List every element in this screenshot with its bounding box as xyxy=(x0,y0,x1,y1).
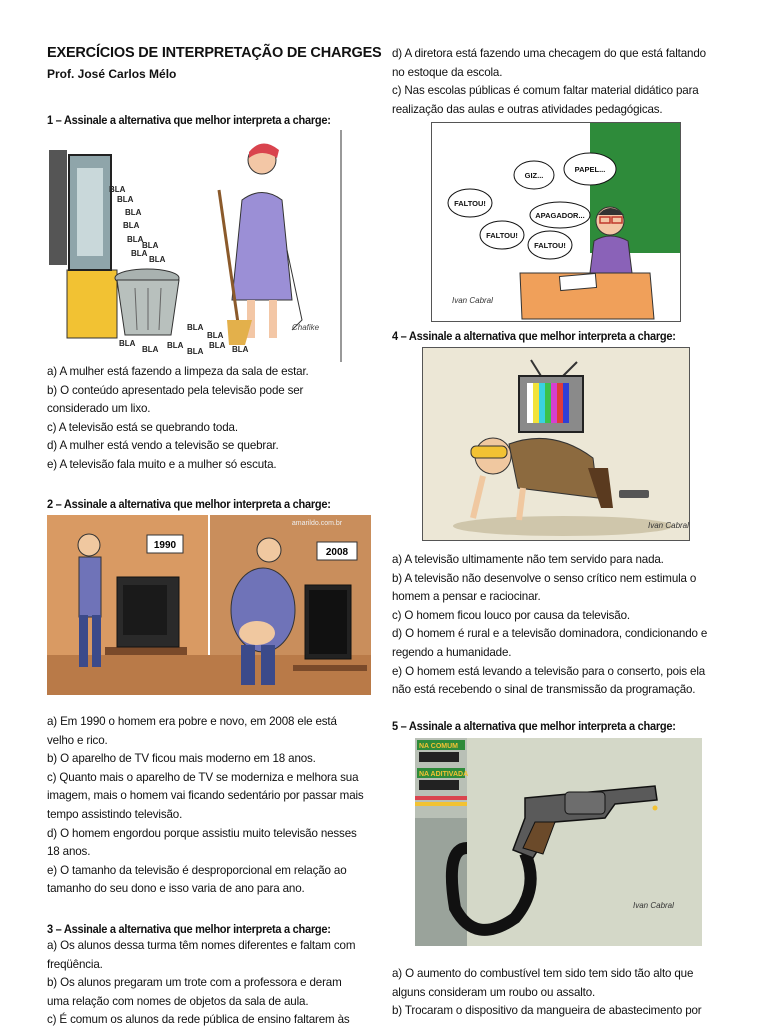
option-text: e) A televisão fala muito e a mulher só escuta. xyxy=(47,457,277,471)
option-text: alguns consideram um roubo ou assalto. xyxy=(392,985,596,999)
bla-text: BLA xyxy=(149,255,166,264)
watermark: amarildo.com.br xyxy=(291,520,343,527)
signature: Ivan Cabral xyxy=(452,296,493,305)
option-text: a) Em 1990 o homem era pobre e novo, em 2008 ele está xyxy=(47,715,337,728)
bla-text: BLA xyxy=(207,331,224,340)
option-text: tamanho do seu dono e isso varia de ano para ano. xyxy=(47,882,305,896)
bla-text: BLA xyxy=(123,221,140,230)
option-text: tempo assistindo televisão. xyxy=(47,807,183,821)
bla-text: BLA xyxy=(187,347,204,356)
option-text: homem a pensar e raciocinar. xyxy=(392,590,541,604)
option-text: d) O homem engordou porque assistiu muito televisão nesses xyxy=(47,826,357,840)
option-text: c) O homem ficou louco por causa da televisão. xyxy=(392,608,630,622)
option-text: b) O aparelho de TV ficou mais moderno em 18 anos. xyxy=(47,752,316,766)
option-text: d) O homem é rural e a televisão dominadora, condicionando e xyxy=(392,627,708,641)
question-5-heading: 5 – Assinale a alternativa que melhor interpreta a charge: xyxy=(392,719,676,733)
option-text: a) Os alunos dessa turma têm nomes diferentes e faltam com xyxy=(47,939,356,952)
option-text: regendo a humanidade. xyxy=(392,645,512,659)
option-text: c) A televisão está se quebrando toda. xyxy=(47,420,238,434)
question-4-heading: 4 – Assinale a alternativa que melhor interpreta a charge: xyxy=(392,329,676,343)
option-text: considerado um lixo. xyxy=(47,402,151,416)
option-text: c) É comum os alunos da rede pública de ensino faltarem às xyxy=(47,1013,350,1027)
option-text: a) O aumento do combustível tem sido tem sido tão alto que xyxy=(392,967,694,980)
pump-label: NA ADITIVADA xyxy=(419,771,469,778)
cartoon-4 xyxy=(422,347,690,541)
bla-text: BLA xyxy=(142,241,159,250)
option-text: no estoque da escola. xyxy=(392,65,503,79)
option-text: d) A mulher está vendo a televisão se quebrar. xyxy=(47,439,279,453)
bubble-text: GIZ... xyxy=(524,171,544,180)
signature: Ivan Cabral xyxy=(633,901,674,910)
bla-text: BLA xyxy=(119,339,136,348)
author: Prof. José Carlos Mélo xyxy=(47,67,177,81)
question-3-heading: 3 – Assinale a alternativa que melhor interpreta a charge: xyxy=(47,922,331,936)
cartoon-3 xyxy=(431,122,681,322)
option-text: 18 anos. xyxy=(47,845,91,859)
option-text: b) A televisão não desenvolve o senso crítico nem estimula o xyxy=(392,571,697,585)
question-2-options xyxy=(47,713,364,899)
bubble-text: PAPEL... xyxy=(574,165,606,174)
option-text: b) Trocaram o dispositivo da mangueira de abastecimento por xyxy=(392,1004,702,1018)
option-text: c) Nas escolas públicas é comum faltar material didático para xyxy=(392,84,699,98)
bla-text: BLA xyxy=(125,208,142,217)
option-text: a) A televisão ultimamente não tem servido para nada. xyxy=(392,553,664,566)
option-text: e) O homem está levando a televisão para o conserto, pois ela xyxy=(392,664,706,678)
bubble-text: FALTOU! xyxy=(454,199,486,208)
option-text: b) Os alunos pregaram um trote com a professora e deram xyxy=(47,976,342,990)
page-title: EXERCÍCIOS DE INTERPRETAÇÃO DE CHARGES xyxy=(47,45,382,61)
bla-text: BLA xyxy=(127,235,144,244)
cartoon-2 xyxy=(47,515,371,695)
option-text: realização das aulas e outras atividades pedagógicas. xyxy=(392,102,663,116)
question-1-options xyxy=(47,363,309,475)
option-text: imagem, mais o homem vai ficando sedentário por passar mais xyxy=(47,789,364,803)
bla-text: BLA xyxy=(232,345,249,354)
bla-text: BLA xyxy=(117,195,134,204)
bla-text: BLA xyxy=(187,323,204,332)
bla-text: BLA xyxy=(167,341,184,350)
signature: Chafike xyxy=(292,323,320,332)
bla-text: BLA xyxy=(109,185,126,194)
bla-text: BLA xyxy=(131,249,148,258)
option-text: freqüência. xyxy=(47,957,103,971)
bla-text: BLA xyxy=(142,345,159,354)
bubble-text: APAGADOR... xyxy=(535,211,585,220)
bla-text: BLA xyxy=(209,341,226,350)
option-text: a) A mulher está fazendo a limpeza da sala de estar. xyxy=(47,365,309,378)
option-text: velho e rico. xyxy=(47,733,108,747)
cartoon-5 xyxy=(415,738,702,946)
option-text: uma relação com nomes de objetos da sala de aula. xyxy=(47,994,309,1008)
year-1990: 1990 xyxy=(153,540,177,551)
option-text: e) O tamanho da televisão é desproporcional em relação ao xyxy=(47,863,347,877)
pump-label: NA COMUM xyxy=(419,743,459,750)
question-5-options xyxy=(392,965,702,1021)
option-text: b) O conteúdo apresentado pela televisão pode ser xyxy=(47,383,304,397)
bubble-text: FALTOU! xyxy=(534,241,566,250)
question-1-heading: 1 – Assinale a alternativa que melhor interpreta a charge: xyxy=(47,113,331,127)
cartoon-1 xyxy=(47,130,342,362)
question-2-heading: 2 – Assinale a alternativa que melhor interpreta a charge: xyxy=(47,497,331,511)
question-4-options xyxy=(392,551,707,700)
option-text: c) Quanto mais o aparelho de TV se moderniza e melhora sua xyxy=(47,770,359,784)
option-text: não está recebendo o sinal de transmissão da programação. xyxy=(392,683,696,697)
question-3-options-right xyxy=(392,45,706,119)
bubble-text: FALTOU! xyxy=(486,231,518,240)
question-3-options-left xyxy=(47,937,355,1030)
signature: Ivan Cabral xyxy=(648,521,689,530)
option-text: d) A diretora está fazendo uma checagem do que está faltando xyxy=(392,47,706,60)
year-2008: 2008 xyxy=(325,547,349,558)
